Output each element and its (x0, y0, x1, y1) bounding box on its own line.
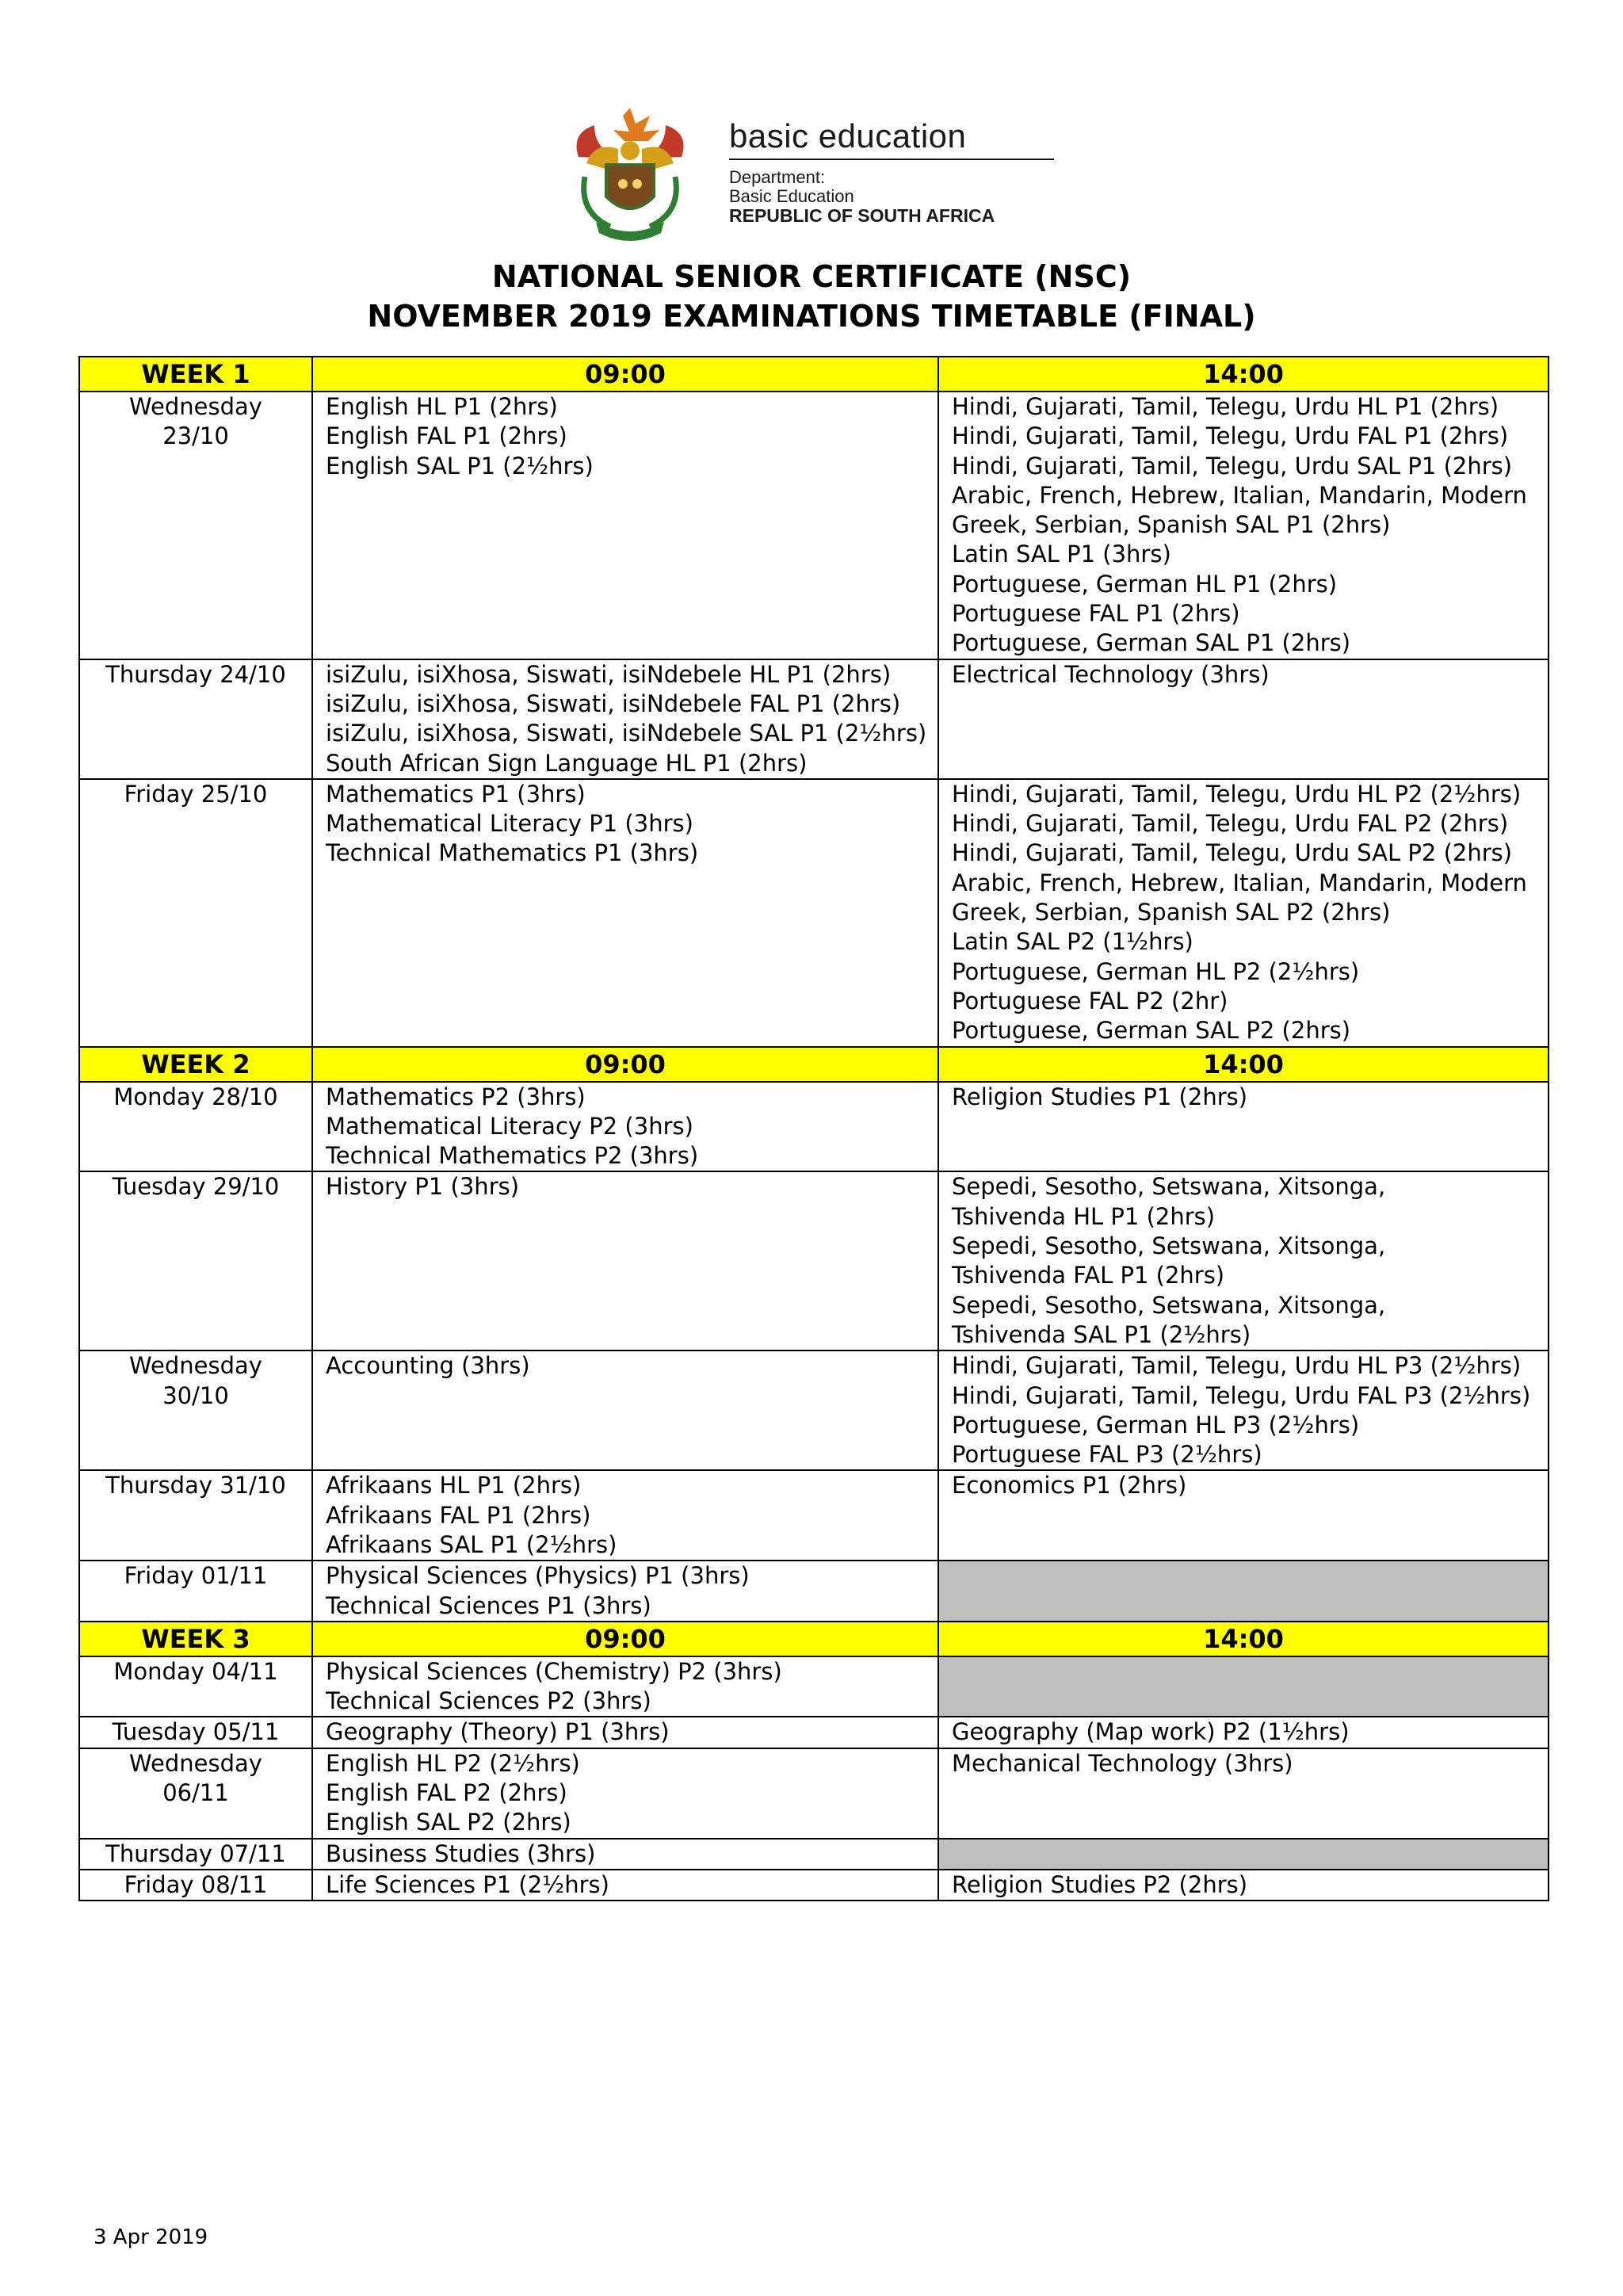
morning-exams (312, 1350, 938, 1470)
exam-entry: English HL P2 (2½hrs) (326, 1749, 580, 1777)
week-label: WEEK 1 (79, 357, 312, 392)
exam-entry: History P1 (3hrs) (326, 1173, 520, 1201)
exam-entry: Mathematical Literacy P1 (3hrs) (326, 810, 693, 838)
morning-session-header: 09:00 (312, 357, 938, 392)
page-subtitle: NOVEMBER 2019 EXAMINATIONS TIMETABLE (FINAL) (367, 299, 1256, 334)
department-label: Department: (729, 167, 826, 187)
exam-entry: Mathematics P1 (3hrs) (326, 780, 586, 808)
exam-entry: English FAL P1 (2hrs) (326, 422, 567, 450)
no-exam-cell (938, 1839, 1549, 1870)
morning-exams (312, 659, 938, 779)
exam-entry: Technical Mathematics P2 (3hrs) (326, 1142, 699, 1170)
table-row (79, 1748, 1549, 1839)
exam-entry: Technical Sciences P1 (3hrs) (326, 1591, 651, 1619)
exam-entry: Sepedi, Sesotho, Setswana, Xitsonga, (952, 1291, 1386, 1319)
table-row (79, 779, 1549, 1047)
exam-entry: Latin SAL P1 (3hrs) (952, 541, 1171, 568)
timetable (78, 356, 1549, 1901)
no-exam-cell (938, 1656, 1549, 1717)
table-row (79, 1870, 1549, 1901)
morning-exams (312, 1748, 938, 1839)
afternoon-exams (938, 1350, 1549, 1470)
table-row (79, 1171, 1549, 1350)
table-row (79, 1717, 1549, 1748)
exam-entry: English FAL P2 (2hrs) (326, 1779, 567, 1807)
department-logo (563, 101, 1070, 244)
morning-exams (312, 1082, 938, 1172)
afternoon-exams (938, 1082, 1549, 1172)
exam-entry: Technical Mathematics P1 (3hrs) (326, 839, 699, 867)
table-row (79, 1656, 1549, 1717)
exam-entry: Afrikaans FAL P1 (2hrs) (326, 1501, 591, 1529)
exam-entry: Hindi, Gujarati, Tamil, Telegu, Urdu FAL P2 (2hrs) (952, 810, 1509, 838)
brand-divider (729, 159, 1054, 160)
exam-date: Friday 08/11 (79, 1870, 312, 1901)
afternoon-session-header: 14:00 (938, 1047, 1549, 1082)
week-label: WEEK 3 (79, 1622, 312, 1656)
exam-entry: Hindi, Gujarati, Tamil, Telegu, Urdu FAL P3 (2½hrs) (952, 1381, 1531, 1409)
exam-entry: Hindi, Gujarati, Tamil, Telegu, Urdu FAL P1 (2hrs) (952, 422, 1509, 450)
morning-exams (312, 1171, 938, 1350)
exam-entry: Sepedi, Sesotho, Setswana, Xitsonga, (952, 1173, 1386, 1201)
exam-entry: Physical Sciences (Physics) P1 (3hrs) (326, 1562, 750, 1590)
exam-entry: Accounting (3hrs) (326, 1352, 530, 1380)
table-row (79, 1082, 1549, 1172)
exam-entry: English SAL P2 (2hrs) (326, 1809, 571, 1836)
afternoon-exams (938, 659, 1549, 779)
morning-exams (312, 1870, 938, 1901)
coat-of-arms-icon (563, 101, 697, 244)
morning-exams (312, 1561, 938, 1622)
exam-entry: English HL P1 (2hrs) (326, 393, 558, 420)
exam-entry: isiZulu, isiXhosa, Siswati, isiNdebele SAL P1 (2½hrs) (326, 720, 927, 747)
exam-date: Monday 04/11 (79, 1656, 312, 1717)
country-name: REPUBLIC OF SOUTH AFRICA (729, 205, 995, 226)
exam-entry: South African Sign Language HL P1 (2hrs) (326, 749, 808, 777)
exam-entry: Religion Studies P2 (2hrs) (952, 1870, 1248, 1898)
afternoon-exams (938, 1470, 1549, 1561)
exam-date: Wednesday 06/11 (79, 1748, 312, 1839)
afternoon-exams (938, 1870, 1549, 1901)
exam-entry: English SAL P1 (2½hrs) (326, 452, 594, 479)
afternoon-exams (938, 1748, 1549, 1839)
exam-date: Tuesday 05/11 (79, 1717, 312, 1748)
exam-entry: Hindi, Gujarati, Tamil, Telegu, Urdu HL P1 (2hrs) (952, 393, 1499, 420)
exam-entry: Electrical Technology (3hrs) (952, 660, 1270, 688)
exam-entry: Mathematical Literacy P2 (3hrs) (326, 1112, 693, 1140)
table-row (79, 392, 1549, 659)
afternoon-exams (938, 1171, 1549, 1350)
exam-entry: Portuguese, German HL P2 (2½hrs) (952, 957, 1360, 985)
exam-entry: Latin SAL P2 (1½hrs) (952, 928, 1193, 956)
exam-entry: Afrikaans HL P1 (2hrs) (326, 1472, 582, 1499)
afternoon-session-header: 14:00 (938, 1622, 1549, 1656)
exam-entry: Arabic, French, Hebrew, Italian, Mandarin, Modern (952, 869, 1527, 896)
week-header-row (79, 1047, 1549, 1082)
exam-entry: Geography (Map work) P2 (1½hrs) (952, 1718, 1350, 1746)
footer-date: 3 Apr 2019 (94, 2225, 208, 2249)
morning-exams (312, 1717, 938, 1748)
table-row (79, 1561, 1549, 1622)
exam-entry: Hindi, Gujarati, Tamil, Telegu, Urdu HL P2 (2½hrs) (952, 780, 1522, 808)
exam-entry: isiZulu, isiXhosa, Siswati, isiNdebele HL P1 (2hrs) (326, 660, 892, 688)
afternoon-exams (938, 392, 1549, 659)
exam-entry: Tshivenda HL P1 (2hrs) (952, 1202, 1216, 1230)
exam-entry: Portuguese, German SAL P2 (2hrs) (952, 1017, 1351, 1045)
page-title: NATIONAL SENIOR CERTIFICATE (NSC) (491, 259, 1132, 294)
exam-date: Thursday 07/11 (79, 1839, 312, 1870)
exam-entry: Tshivenda FAL P1 (2hrs) (952, 1262, 1225, 1289)
morning-exams (312, 1470, 938, 1561)
exam-entry: Greek, Serbian, Spanish SAL P2 (2hrs) (952, 899, 1391, 926)
department-name: Basic Education (729, 186, 854, 206)
exam-date: Thursday 31/10 (79, 1470, 312, 1561)
week-header-row (79, 1622, 1549, 1656)
afternoon-session-header: 14:00 (938, 357, 1549, 392)
exam-entry: Arabic, French, Hebrew, Italian, Mandarin, Modern (952, 481, 1527, 509)
exam-entry: Economics P1 (2hrs) (952, 1472, 1187, 1499)
week-header-row (79, 357, 1549, 392)
exam-entry: Sepedi, Sesotho, Setswana, Xitsonga, (952, 1232, 1386, 1260)
morning-exams (312, 1656, 938, 1717)
exam-entry: Portuguese FAL P3 (2½hrs) (952, 1441, 1262, 1469)
exam-entry: Religion Studies P1 (2hrs) (952, 1083, 1248, 1110)
exam-entry: Afrikaans SAL P1 (2½hrs) (326, 1530, 617, 1558)
week-label: WEEK 2 (79, 1047, 312, 1082)
exam-entry: Portuguese FAL P1 (2hrs) (952, 600, 1240, 628)
exam-entry: Hindi, Gujarati, Tamil, Telegu, Urdu SAL P2 (2hrs) (952, 839, 1513, 867)
morning-exams (312, 1839, 938, 1870)
exam-entry: Technical Sciences P2 (3hrs) (326, 1687, 651, 1715)
exam-entry: Mechanical Technology (3hrs) (952, 1749, 1293, 1777)
exam-entry: Greek, Serbian, Spanish SAL P1 (2hrs) (952, 511, 1391, 539)
afternoon-exams (938, 779, 1549, 1047)
afternoon-exams (938, 1717, 1549, 1748)
exam-date: Monday 28/10 (79, 1082, 312, 1172)
exam-date: Tuesday 29/10 (79, 1171, 312, 1350)
exam-entry: Tshivenda SAL P1 (2½hrs) (952, 1320, 1251, 1348)
exam-entry: Life Sciences P1 (2½hrs) (326, 1870, 609, 1898)
exam-entry: Portuguese, German HL P1 (2hrs) (952, 570, 1338, 598)
no-exam-cell (938, 1561, 1549, 1622)
exam-entry: Hindi, Gujarati, Tamil, Telegu, Urdu SAL P1 (2hrs) (952, 452, 1513, 479)
morning-exams (312, 392, 938, 659)
exam-entry: Physical Sciences (Chemistry) P2 (3hrs) (326, 1657, 782, 1685)
exam-date: Thursday 24/10 (79, 659, 312, 779)
exam-date: Friday 25/10 (79, 779, 312, 1047)
logo-text (729, 117, 1054, 225)
exam-entry: Geography (Theory) P1 (3hrs) (326, 1718, 670, 1746)
exam-entry: Business Studies (3hrs) (326, 1839, 596, 1867)
morning-session-header: 09:00 (312, 1047, 938, 1082)
exam-date: Friday 01/11 (79, 1561, 312, 1622)
exam-date: Wednesday 30/10 (79, 1350, 312, 1470)
table-row (79, 1470, 1549, 1561)
exam-entry: Hindi, Gujarati, Tamil, Telegu, Urdu HL P3 (2½hrs) (952, 1352, 1522, 1380)
brand-name: basic education (729, 117, 967, 155)
morning-session-header: 09:00 (312, 1622, 938, 1656)
table-row (79, 659, 1549, 779)
table-row (79, 1839, 1549, 1870)
exam-entry: Portuguese, German SAL P1 (2hrs) (952, 629, 1351, 657)
morning-exams (312, 779, 938, 1047)
exam-entry: isiZulu, isiXhosa, Siswati, isiNdebele FAL P1 (2hrs) (326, 690, 901, 717)
exam-entry: Portuguese FAL P2 (2hr) (952, 987, 1228, 1014)
table-row (79, 1350, 1549, 1470)
exam-entry: Portuguese, German HL P3 (2½hrs) (952, 1411, 1360, 1438)
exam-entry: Mathematics P2 (3hrs) (326, 1083, 586, 1110)
exam-date: Wednesday 23/10 (79, 392, 312, 659)
